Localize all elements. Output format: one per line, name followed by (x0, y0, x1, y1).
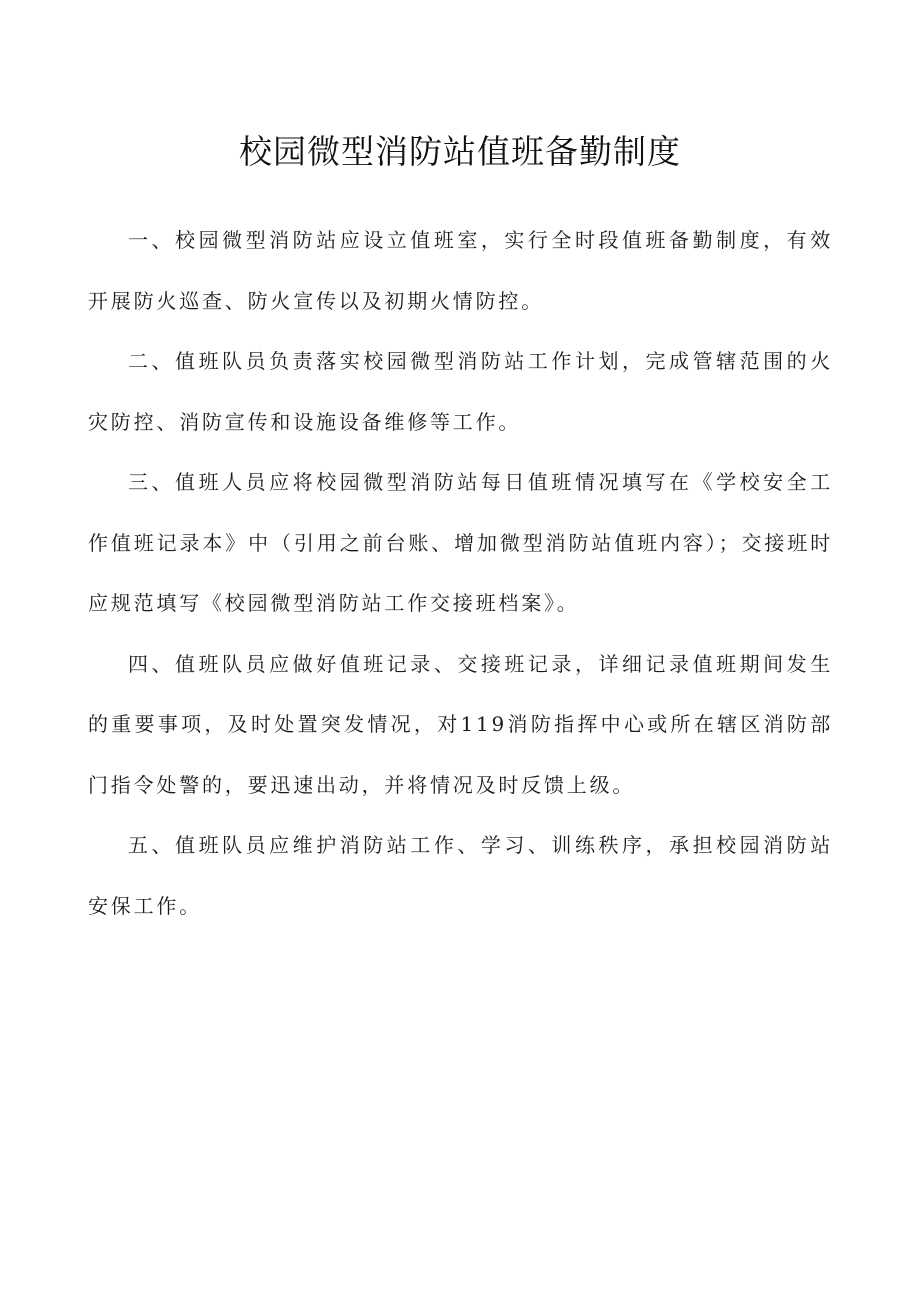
paragraph-2: 二、值班队员负责落实校园微型消防站工作计划，完成管辖范围的火灾防控、消防宣传和设施设备维修等工作。 (88, 349, 833, 434)
paragraph-4: 四、值班队员应做好值班记录、交接班记录，详细记录值班期间发生的重要事项，及时处置突发情况，对119消防指挥中心或所在辖区消防部门指令处警的，要迅速出动，并将情况及时反馈上级。 (88, 651, 833, 797)
paragraph-5: 五、值班队员应维护消防站工作、学习、训练秩序，承担校园消防站安保工作。 (88, 833, 833, 918)
paragraph-1: 一、校园微型消防站应设立值班室，实行全时段值班备勤制度，有效开展防火巡查、防火宣传以及初期火情防控。 (88, 228, 833, 313)
paragraph-3: 三、值班人员应将校园微型消防站每日值班情况填写在《学校安全工作值班记录本》中（引用之前台账、增加微型消防站值班内容）；交接班时应规范填写《校园微型消防站工作交接班档案》。 (88, 470, 833, 615)
document-body (88, 210, 833, 936)
document-title: 校园微型消防站值班备勤制度 (239, 132, 681, 171)
